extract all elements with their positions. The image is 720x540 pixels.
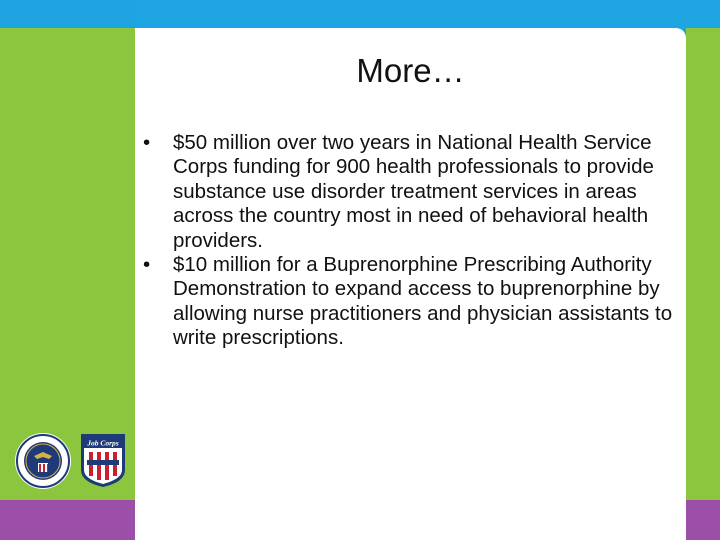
slide-title: More… (356, 52, 465, 89)
logo-group (14, 432, 126, 490)
department-seal-icon (14, 432, 72, 490)
bullet-list (150, 131, 680, 351)
job-corps-logo-text: Job Corps (87, 438, 119, 448)
bullet-item: • $50 million over two years in National Health Service Corps funding for 900 health professionals to provide substance use disorder treatment services in areas across the country most in need of behavioral health providers. (150, 131, 680, 253)
right-color-strip (686, 28, 720, 500)
bullet-item: • $10 million for a Buprenorphine Prescribing Authority Demonstration to expand access to buprenorphine by allowing nurse practitioners and physician assistants to write prescriptions. (150, 253, 680, 351)
job-corps-logo-icon (78, 432, 128, 488)
